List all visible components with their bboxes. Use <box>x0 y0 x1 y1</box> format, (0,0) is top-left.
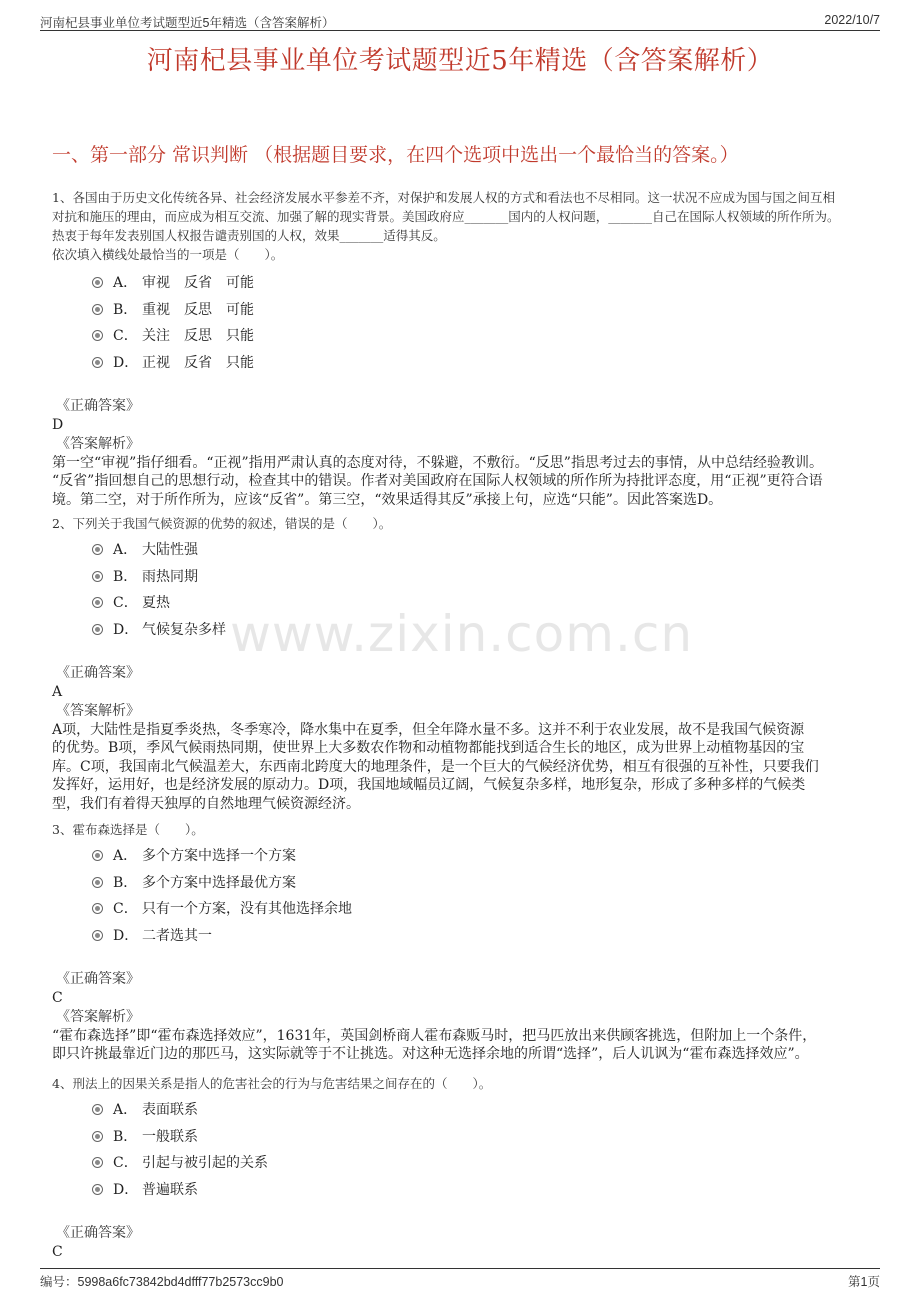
page-footer <box>40 1268 880 1289</box>
option-d[interactable]: D． 普遍联系 <box>92 1177 880 1204</box>
option-b[interactable]: B． 多个方案中选择最优方案 <box>92 870 880 897</box>
question-stem: 4、刑法上的因果关系是指人的危害社会的行为与危害结果之间存在的（ ）。 <box>52 1076 492 1091</box>
page-number: 第1页 <box>848 1275 880 1289</box>
analysis-label: 《答案解析》 <box>56 1008 140 1025</box>
option-b[interactable]: B． 重视 反思 可能 <box>92 297 880 324</box>
analysis-label: 《答案解析》 <box>56 702 140 719</box>
radio-icon[interactable] <box>92 1184 103 1195</box>
question-2 <box>52 514 880 813</box>
section-heading: 一、第一部分 常识判断 （根据题目要求，在四个选项中选出一个最恰当的答案。） <box>52 144 739 166</box>
radio-icon[interactable] <box>92 597 103 608</box>
answer-analysis: A项，大陆性是指夏季炎热，冬季寒冷，降水集中在夏季，但全年降水量不多。这并不利于农业发展，故不是我国气候资源 的优势。B项，季风气候雨热同期，使世界上大多数农作物和动植物都能找到适合生长的地区，成为世界上动植物基因的宝 库。C项，我国南北气候温差大，东西南北跨度大的地理条件，是一个巨大的气候经济优势，相互有很强的互补性，只要我们 发挥好，运用好，也是经济发展的原动力。D项，我国地域幅员辽阔，气候复杂多样，地形复杂，形成了多种多样的气候类 型，我们有着得天独厚的自然地理气候资源经济。 <box>52 721 819 812</box>
option-c[interactable]: C． 夏热 <box>92 590 880 617</box>
correct-answer-label: 《正确答案》 <box>56 397 140 414</box>
question-3 <box>52 820 880 1064</box>
page-header <box>40 10 880 31</box>
correct-answer: D <box>52 416 64 433</box>
correct-answer-label: 《正确答案》 <box>56 970 140 987</box>
correct-answer: A <box>52 683 63 700</box>
option-a[interactable]: A． 多个方案中选择一个方案 <box>92 843 880 870</box>
document-code: 编号：5998a6fc73842bd4dfff77b2573cc9b0 <box>40 1275 284 1289</box>
option-c[interactable]: C． 只有一个方案，没有其他选择余地 <box>92 896 880 923</box>
correct-answer: C <box>52 989 63 1006</box>
radio-icon[interactable] <box>92 903 103 914</box>
radio-icon[interactable] <box>92 877 103 888</box>
correct-answer: C <box>52 1243 63 1260</box>
header-date: 2022/10/7 <box>824 13 880 27</box>
radio-icon[interactable] <box>92 357 103 368</box>
option-d[interactable]: D． 正视 反省 只能 <box>92 350 880 377</box>
radio-icon[interactable] <box>92 1157 103 1168</box>
option-b[interactable]: B． 一般联系 <box>92 1124 880 1151</box>
radio-icon[interactable] <box>92 930 103 941</box>
radio-icon[interactable] <box>92 571 103 582</box>
header-doc-title: 河南杞县事业单位考试题型近5年精选（含答案解析） <box>40 16 335 30</box>
question-stem: 1、各国由于历史文化传统各异、社会经济发展水平参差不齐，对保护和发展人权的方式和看法也不尽相同。这一状况不应成为国与国之间互相 对抗和施压的理由，而应成为相互交流、加强了解的现实背景。美国政府应_______国内的人权问题，_______自己在国际人权领域的所作所为。 热衷于每年发表别国人权报告谴责别国的人权，效果_______适得其反。 依次填入横线处最恰当的一项是（ ）。 <box>52 190 840 262</box>
option-b[interactable]: B． 雨热同期 <box>92 564 880 591</box>
question-1 <box>52 188 880 509</box>
radio-icon[interactable] <box>92 1104 103 1115</box>
radio-icon[interactable] <box>92 304 103 315</box>
correct-answer-label: 《正确答案》 <box>56 1224 140 1241</box>
option-c[interactable]: C． 关注 反思 只能 <box>92 323 880 350</box>
option-c[interactable]: C． 引起与被引起的关系 <box>92 1150 880 1177</box>
answer-analysis: “霍布森选择”即“霍布森选择效应”，1631年，英国剑桥商人霍布森贩马时，把马匹放出来供顾客挑选，但附加上一个条件， 即只许挑最靠近门边的那匹马，这实际就等于不让挑选。对这种无选择余地的所谓“选择”，后人讥讽为“霍布森选择效应”。 <box>52 1027 817 1063</box>
question-stem: 2、下列关于我国气候资源的优势的叙述，错误的是（ ）。 <box>52 516 392 531</box>
radio-icon[interactable] <box>92 850 103 861</box>
option-a[interactable]: A． 大陆性强 <box>92 537 880 564</box>
radio-icon[interactable] <box>92 544 103 555</box>
analysis-label: 《答案解析》 <box>56 435 140 452</box>
question-4 <box>52 1074 880 1262</box>
answer-analysis: 第一空“审视”指仔细看。“正视”指用严肃认真的态度对待，不躲避，不敷衍。“反思”指思考过去的事情，从中总结经验教训。 “反省”指回想自己的思想行动，检查其中的错误。作者对美国政府在国际人权领域的所作所为持批评态度，用“正视”更符合语 境。第二空，对于所作所为，应该“反省”。第三空，“效果适得其反”承接上句，应选“只能”。因此答案选D。 <box>52 454 823 508</box>
page-title: 河南杞县事业单位考试题型近5年精选（含答案解析） <box>146 46 774 76</box>
option-d[interactable]: D． 气候复杂多样 <box>92 617 880 644</box>
radio-icon[interactable] <box>92 330 103 341</box>
radio-icon[interactable] <box>92 1131 103 1142</box>
radio-icon[interactable] <box>92 624 103 635</box>
option-a[interactable]: A． 审视 反省 可能 <box>92 270 880 297</box>
question-stem: 3、霍布森选择是（ ）。 <box>52 822 204 837</box>
watermark: www.zixin.com.cn <box>230 605 694 663</box>
radio-icon[interactable] <box>92 277 103 288</box>
option-d[interactable]: D． 二者选其一 <box>92 923 880 950</box>
correct-answer-label: 《正确答案》 <box>56 664 140 681</box>
option-a[interactable]: A． 表面联系 <box>92 1097 880 1124</box>
